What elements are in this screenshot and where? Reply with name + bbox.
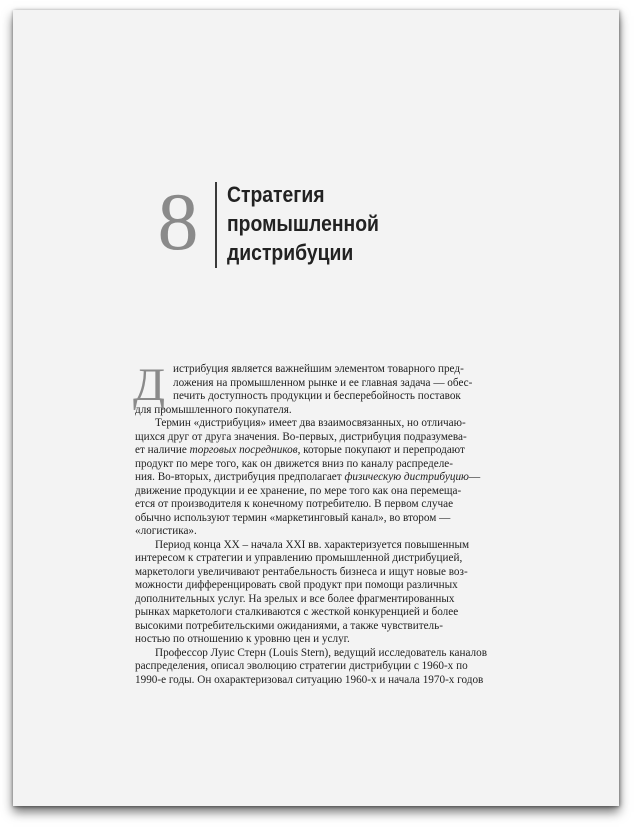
text-line: «логистика». — [135, 525, 197, 537]
text-line: ется от производителя к конечному потребителю. В первом случае — [135, 498, 454, 510]
text-line: рынках маркетологи сталкиваются с жесткой конкуренцией и более — [135, 606, 459, 618]
text-line: распределения, описал эволюцию стратегии дистрибуции с 1960-х по — [135, 660, 468, 672]
text-line — [135, 444, 529, 458]
text-line: обычно используют термин «маркетинговый канал», во втором — — [135, 511, 451, 524]
text-line: можности дифференцировать свой продукт при помощи различных — [135, 579, 458, 591]
chapter-title-line: Стратегия — [227, 182, 325, 207]
text-line: Профессор Луис Стерн (Louis Stern), ведущий исследователь каналов — [155, 646, 488, 659]
text-run: ет наличие — [135, 444, 190, 456]
paragraph-3 — [135, 539, 529, 647]
book-page — [13, 10, 619, 806]
text-line: движение продукции и ее хранение, по мере того как она перемеща- — [135, 484, 462, 497]
text-line: Термин «дистрибуция» имеет два взаимосвязанных, но отличаю- — [155, 417, 466, 429]
text-line: ложения на промышленном рынке и ее главная задача — обес- — [173, 376, 473, 389]
paragraph-2 — [135, 417, 529, 539]
text-line: для промышленного покупателя. — [135, 403, 292, 416]
text-line: дополнительных услуг. На зрелых и все более фрагментированных — [135, 592, 455, 605]
chapter-number: 8 — [157, 176, 199, 267]
italic-term: торговых посредников — [189, 444, 298, 456]
text-line: щихся друг от друга значения. Во-первых, дистрибуция подразумева- — [135, 430, 467, 443]
chapter-divider — [215, 182, 217, 268]
chapter-title-line: дистрибуции — [227, 240, 354, 265]
text-run: , которые покупают и перепродают — [297, 444, 465, 456]
chapter-title-line: промышленной — [227, 211, 379, 236]
text-line: печить доступность продукции и бесперебойность поставок — [173, 390, 461, 402]
paragraph-1 — [133, 359, 529, 417]
chapter-title — [227, 180, 451, 267]
text-run: ния. Во-вторых, дистрибуция предполагает — [135, 471, 345, 483]
text-line: ностью по отношению к уровню цен и услуг. — [135, 633, 350, 645]
body-text — [133, 359, 529, 687]
text-line: маркетологи увеличивают рентабельность бизнеса и ищут новые воз- — [135, 565, 468, 578]
paragraph-4 — [135, 647, 529, 688]
text-line: Период конца XX – начала XXI вв. характеризуется повышенным — [155, 538, 470, 551]
italic-term: физическую дистрибуцию — [344, 471, 469, 483]
drop-cap: Д — [133, 359, 166, 411]
text-run: — — [468, 471, 481, 483]
text-line: интересом к стратегии и управлению промышленной дистрибуцией, — [135, 552, 463, 564]
text-line — [135, 471, 529, 485]
text-line: истрибуция является важнейшим элементом товарного пред- — [173, 363, 464, 375]
text-line: 1990-е годы. Он охарактеризовал ситуацию 1960-х и начала 1970-х годов — [135, 673, 484, 686]
text-line: продукт по мере того, как он движется вниз по каналу распределе- — [135, 457, 453, 470]
text-line: высокими потребительскими ожиданиями, а также чувствитель- — [135, 619, 443, 632]
